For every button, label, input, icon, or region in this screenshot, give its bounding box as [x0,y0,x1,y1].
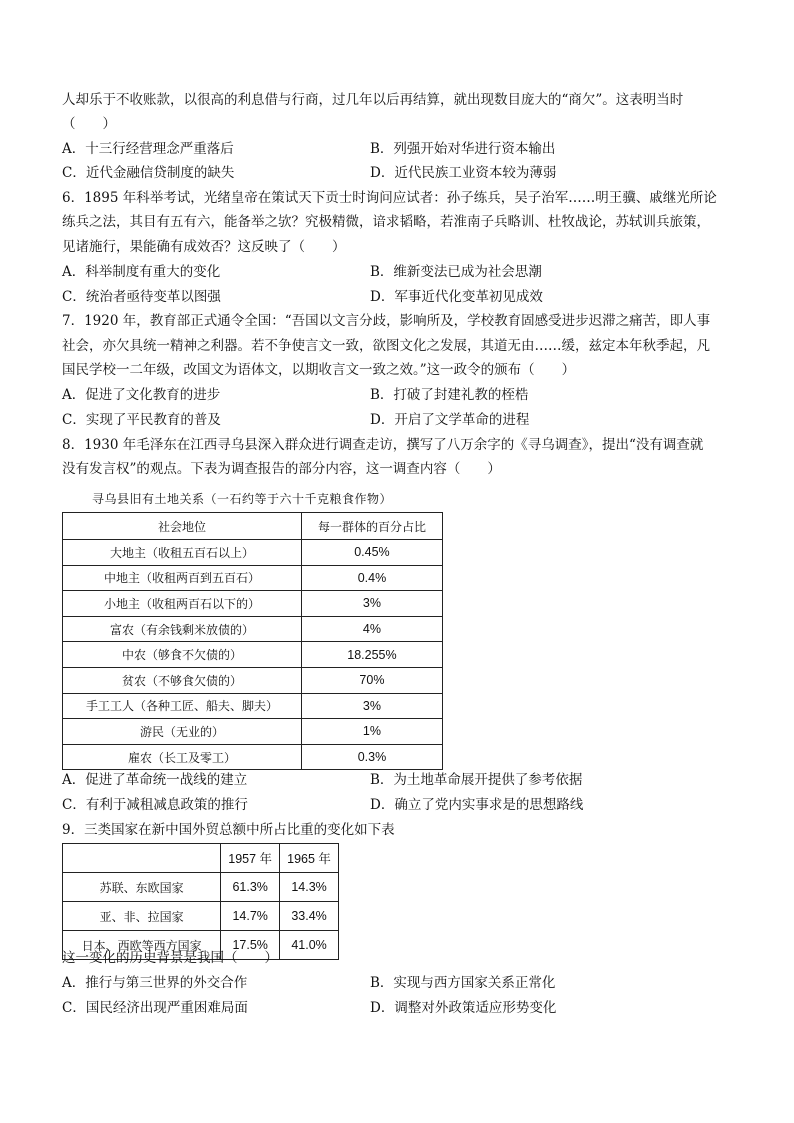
table-row [63,591,443,617]
q6-stem-line3: 见诸施行，果能确有成效否？这反映了（ ） [62,239,346,255]
table-cell: 手工工人（各种工匠、船夫、脚夫） [63,693,302,719]
table-cell: 3% [301,591,442,617]
q5-option-b[interactable]: B．列强开始对华进行资本输出 [370,141,556,157]
table-cell: 4% [301,616,442,642]
table-cell: 0.3% [301,744,442,770]
q8-option-d[interactable]: D．确立了党内实事求是的思想路线 [370,797,584,813]
q7-stem-line2: 社会，亦欠具统一精神之利器。若不争使言文一致，欲图文化之发展，其道无由……缓，兹定本年秋季起，凡 [62,338,710,354]
table-cell: 中地主（收租两百到五百石） [63,565,302,591]
table-header-cell [63,844,221,873]
q8-option-c[interactable]: C．有利于减租减息政策的推行 [62,797,248,813]
q9-option-d[interactable]: D．调整对外政策适应形势变化 [370,1000,557,1016]
q5-stem-line1: 人却乐于不收账款，以很高的利息借与行商，过几年以后再结算，就出现数目庞大的“商欠”。这表明当时 [62,92,684,108]
table-cell: 富农（有余钱剩米放债的） [63,616,302,642]
table-row [63,873,339,902]
table-header-cell: 每一群体的百分占比 [301,513,442,540]
table-header-cell: 社会地位 [63,513,302,540]
q8-stem-line1: 8．1930 年毛泽东在江西寻乌县深入群众进行调查走访，撰写了八万余字的《寻乌调查》，提出“没有调查就 [62,437,704,453]
table-header-cell: 1957 年 [221,844,280,873]
table-cell: 游民（无业的） [63,719,302,745]
q6-option-d[interactable]: D．军事近代化变革初见成效 [370,289,543,305]
table-cell: 贫农（不够食欠债的） [63,667,302,693]
table-cell: 14.7% [221,902,280,931]
q6-option-b[interactable]: B．维新变法已成为社会思潮 [370,264,542,280]
table-cell: 亚、非、拉国家 [63,902,221,931]
table-row [63,540,443,566]
q5-answer-paren: （ ） [62,116,116,132]
table-cell: 17.5% [221,931,280,960]
q7-option-c[interactable]: C．实现了平民教育的普及 [62,412,221,428]
table-row [63,744,443,770]
q6-stem-line2: 练兵之法，其目有五有六，能备举之欤？究极精微，谙求韬略，若淮南子兵略训、杜牧战论，苏轼训兵旅策， [62,214,710,230]
table-row [63,642,443,668]
q9-stem-line1: 9．三类国家在新中国外贸总额中所占比重的变化如下表 [62,822,395,838]
q9-option-c[interactable]: C．国民经济出现严重困难局面 [62,1000,248,1016]
table-row [63,719,443,745]
table-cell: 14.3% [280,873,339,902]
table-header-row [63,844,339,873]
q9-option-a[interactable]: A．推行与第三世界的外交合作 [62,975,248,991]
table-cell: 61.3% [221,873,280,902]
table-cell: 0.45% [301,540,442,566]
table-row [63,902,339,931]
table-cell: 70% [301,667,442,693]
q7-stem-line1: 7．1920 年，教育部正式通令全国：“吾国以文言分歧，影响所及，学校教育固感受进步迟滞之痛苦，即人事 [62,313,711,329]
table-cell: 日本、西欧等西方国家 [63,931,221,960]
table-header-cell: 1965 年 [280,844,339,873]
table-cell: 41.0% [280,931,339,960]
q8-table-caption: 寻乌县旧有土地关系（一石约等于六十千克粮食作物） [92,492,393,506]
q6-stem-line1: 6．1895 年科举考试，光绪皇帝在策试天下贡士时询问应试者：孙子练兵，吴子治军……明王骥、戚继光所论 [62,190,717,206]
table-row [63,616,443,642]
table-header-row [63,513,443,540]
table-row [63,667,443,693]
q5-option-d[interactable]: D．近代民族工业资本较为薄弱 [370,165,557,181]
q9-stem-line2: 这一变化的历史背景是我国（ ） [62,950,278,966]
table-cell: 大地主（收租五百石以上） [63,540,302,566]
q9-trade-share-table [62,843,339,960]
q5-option-a[interactable]: A．十三行经营理念严重落后 [62,141,234,157]
q6-option-c[interactable]: C．统治者亟待变革以图强 [62,289,221,305]
q8-stem-line2: 没有发言权”的观点。下表为调查报告的部分内容，这一调查内容（ ） [62,461,501,477]
q7-option-b[interactable]: B．打破了封建礼教的桎梏 [370,387,529,403]
q8-option-a[interactable]: A．促进了革命统一战线的建立 [62,772,248,788]
table-cell: 小地主（收租两百石以下的） [63,591,302,617]
table-cell: 雇农（长工及零工） [63,744,302,770]
table-cell: 0.4% [301,565,442,591]
table-cell: 1% [301,719,442,745]
q6-option-a[interactable]: A．科举制度有重大的变化 [62,264,221,280]
table-cell: 18.255% [301,642,442,668]
q7-option-d[interactable]: D．开启了文学革命的进程 [370,412,530,428]
table-row [63,693,443,719]
table-cell: 33.4% [280,902,339,931]
table-cell: 中农（够食不欠债的） [63,642,302,668]
table-cell: 苏联、东欧国家 [63,873,221,902]
q7-option-a[interactable]: A．促进了文化教育的进步 [62,387,221,403]
q5-option-c[interactable]: C．近代金融信贷制度的缺失 [62,165,235,181]
table-row [63,565,443,591]
q8-option-b[interactable]: B．为土地革命展开提供了参考依据 [370,772,583,788]
q7-stem-line3: 国民学校一二年级，改国文为语体文，以期收言文一致之效。”这一政令的颁布（ ） [62,362,576,378]
q8-land-relation-table [62,512,443,770]
table-cell: 3% [301,693,442,719]
q9-option-b[interactable]: B．实现与西方国家关系正常化 [370,975,556,991]
